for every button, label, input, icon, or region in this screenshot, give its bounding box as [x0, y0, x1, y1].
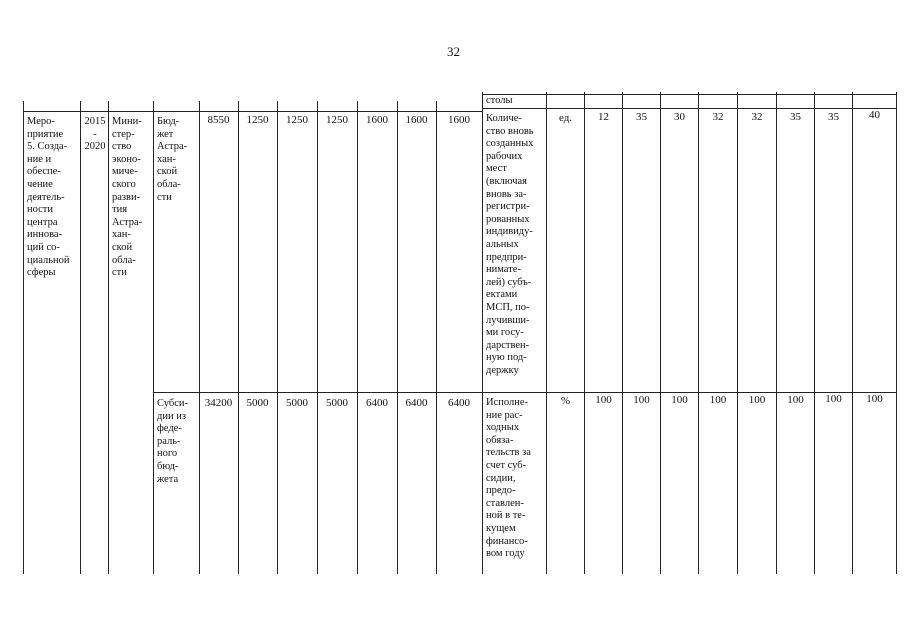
- col-border: [546, 92, 547, 574]
- event-name-cell: Меро- приятие 5. Созда- ние и обеспе- чение деятель- ности центра иннова- ций со- циальной сферы: [27, 116, 70, 279]
- executor-cell: Мини- стер- ство эконо- миче- ского разви- тия Астра- хан- ской обла- сти: [112, 116, 143, 279]
- indicator-value-cell: 12: [598, 111, 609, 123]
- col-border: [397, 101, 398, 574]
- col-border: [584, 92, 585, 574]
- indicator-value-cell: 40: [869, 109, 880, 121]
- col-border: [814, 92, 815, 574]
- funding-year-cell: 1250: [326, 114, 348, 126]
- funding-total-cell: 8550: [207, 114, 230, 126]
- funding-source-cell: Субси- дии из феде- раль- ного бюд- жета: [157, 398, 188, 485]
- unit-cell: %: [560, 395, 571, 407]
- page-number: 32: [447, 44, 460, 59]
- funding-year-cell: 1600: [366, 114, 388, 126]
- funding-source-cell: Бюд- жет Астра- хан- ской обла- сти: [157, 116, 188, 203]
- funding-year-cell: 6400: [366, 397, 388, 409]
- col-border: [357, 101, 358, 574]
- col-border: [108, 101, 109, 574]
- continued-indicator-tail: столы: [486, 95, 513, 106]
- unit-cell: ед.: [558, 112, 573, 124]
- col-border: [436, 101, 437, 574]
- col-border: [852, 92, 853, 574]
- col-border: [776, 92, 777, 574]
- indicator-value-cell: 100: [595, 394, 612, 406]
- row-divider: [153, 392, 897, 393]
- col-border: [622, 92, 623, 574]
- funding-year-cell: 6400: [405, 397, 428, 409]
- indicator-value-cell: 35: [790, 111, 801, 123]
- col-border: [238, 101, 239, 574]
- indicator-value-cell: 100: [866, 393, 883, 405]
- indicator-value-cell: 100: [633, 394, 650, 406]
- indicator-value-cell: 100: [748, 394, 766, 406]
- indicator-value-cell: 35: [636, 111, 647, 123]
- funding-year-cell: 1600: [405, 114, 428, 126]
- col-border: [896, 92, 897, 574]
- col-border: [80, 101, 81, 574]
- funding-year-cell: 1600: [448, 114, 470, 126]
- funding-year-cell: 1250: [286, 114, 308, 126]
- continuation-row-border: [482, 108, 897, 109]
- col-border: [660, 92, 661, 574]
- indicator-value-cell: 100: [787, 394, 804, 406]
- table-top-border-right: [482, 94, 897, 95]
- indicator-cell: Исполне- ние рас- ходных обяза- тельств за счет суб- сидии, предо- ставлен- ной в те- кущем финансо- вом году: [486, 397, 531, 560]
- indicator-value-cell: 35: [828, 111, 839, 123]
- indicator-value-cell: 30: [674, 111, 685, 123]
- indicator-value-cell: 32: [712, 111, 724, 123]
- indicator-cell: Количе- ство вновь созданных рабочих мест (включая вновь за- регистри- рованных индивиду- альных предпри- нимате- лей) субъ- ектами МСП, по- лучивши- ми госу- дарствен- ную под- держку: [486, 113, 534, 376]
- funding-year-cell: 6400: [448, 397, 470, 409]
- col-border: [153, 101, 154, 574]
- col-border: [317, 101, 318, 574]
- indicator-value-cell: 100: [825, 393, 842, 405]
- col-border: [277, 101, 278, 574]
- col-border: [482, 92, 483, 574]
- funding-year-cell: 1250: [246, 114, 269, 126]
- funding-year-cell: 5000: [326, 397, 348, 409]
- indicator-value-cell: 100: [709, 394, 727, 406]
- funding-total-cell: 34200: [204, 397, 233, 409]
- funding-year-cell: 5000: [286, 397, 308, 409]
- col-border: [199, 101, 200, 574]
- funding-year-cell: 5000: [246, 397, 269, 409]
- indicator-value-cell: 100: [671, 394, 688, 406]
- indicator-value-cell: 32: [751, 111, 763, 123]
- col-border: [698, 92, 699, 574]
- event-years-cell: 2015 - 2020: [84, 116, 106, 153]
- col-border: [737, 92, 738, 574]
- table-top-border-left: [23, 111, 482, 112]
- col-border: [23, 101, 24, 574]
